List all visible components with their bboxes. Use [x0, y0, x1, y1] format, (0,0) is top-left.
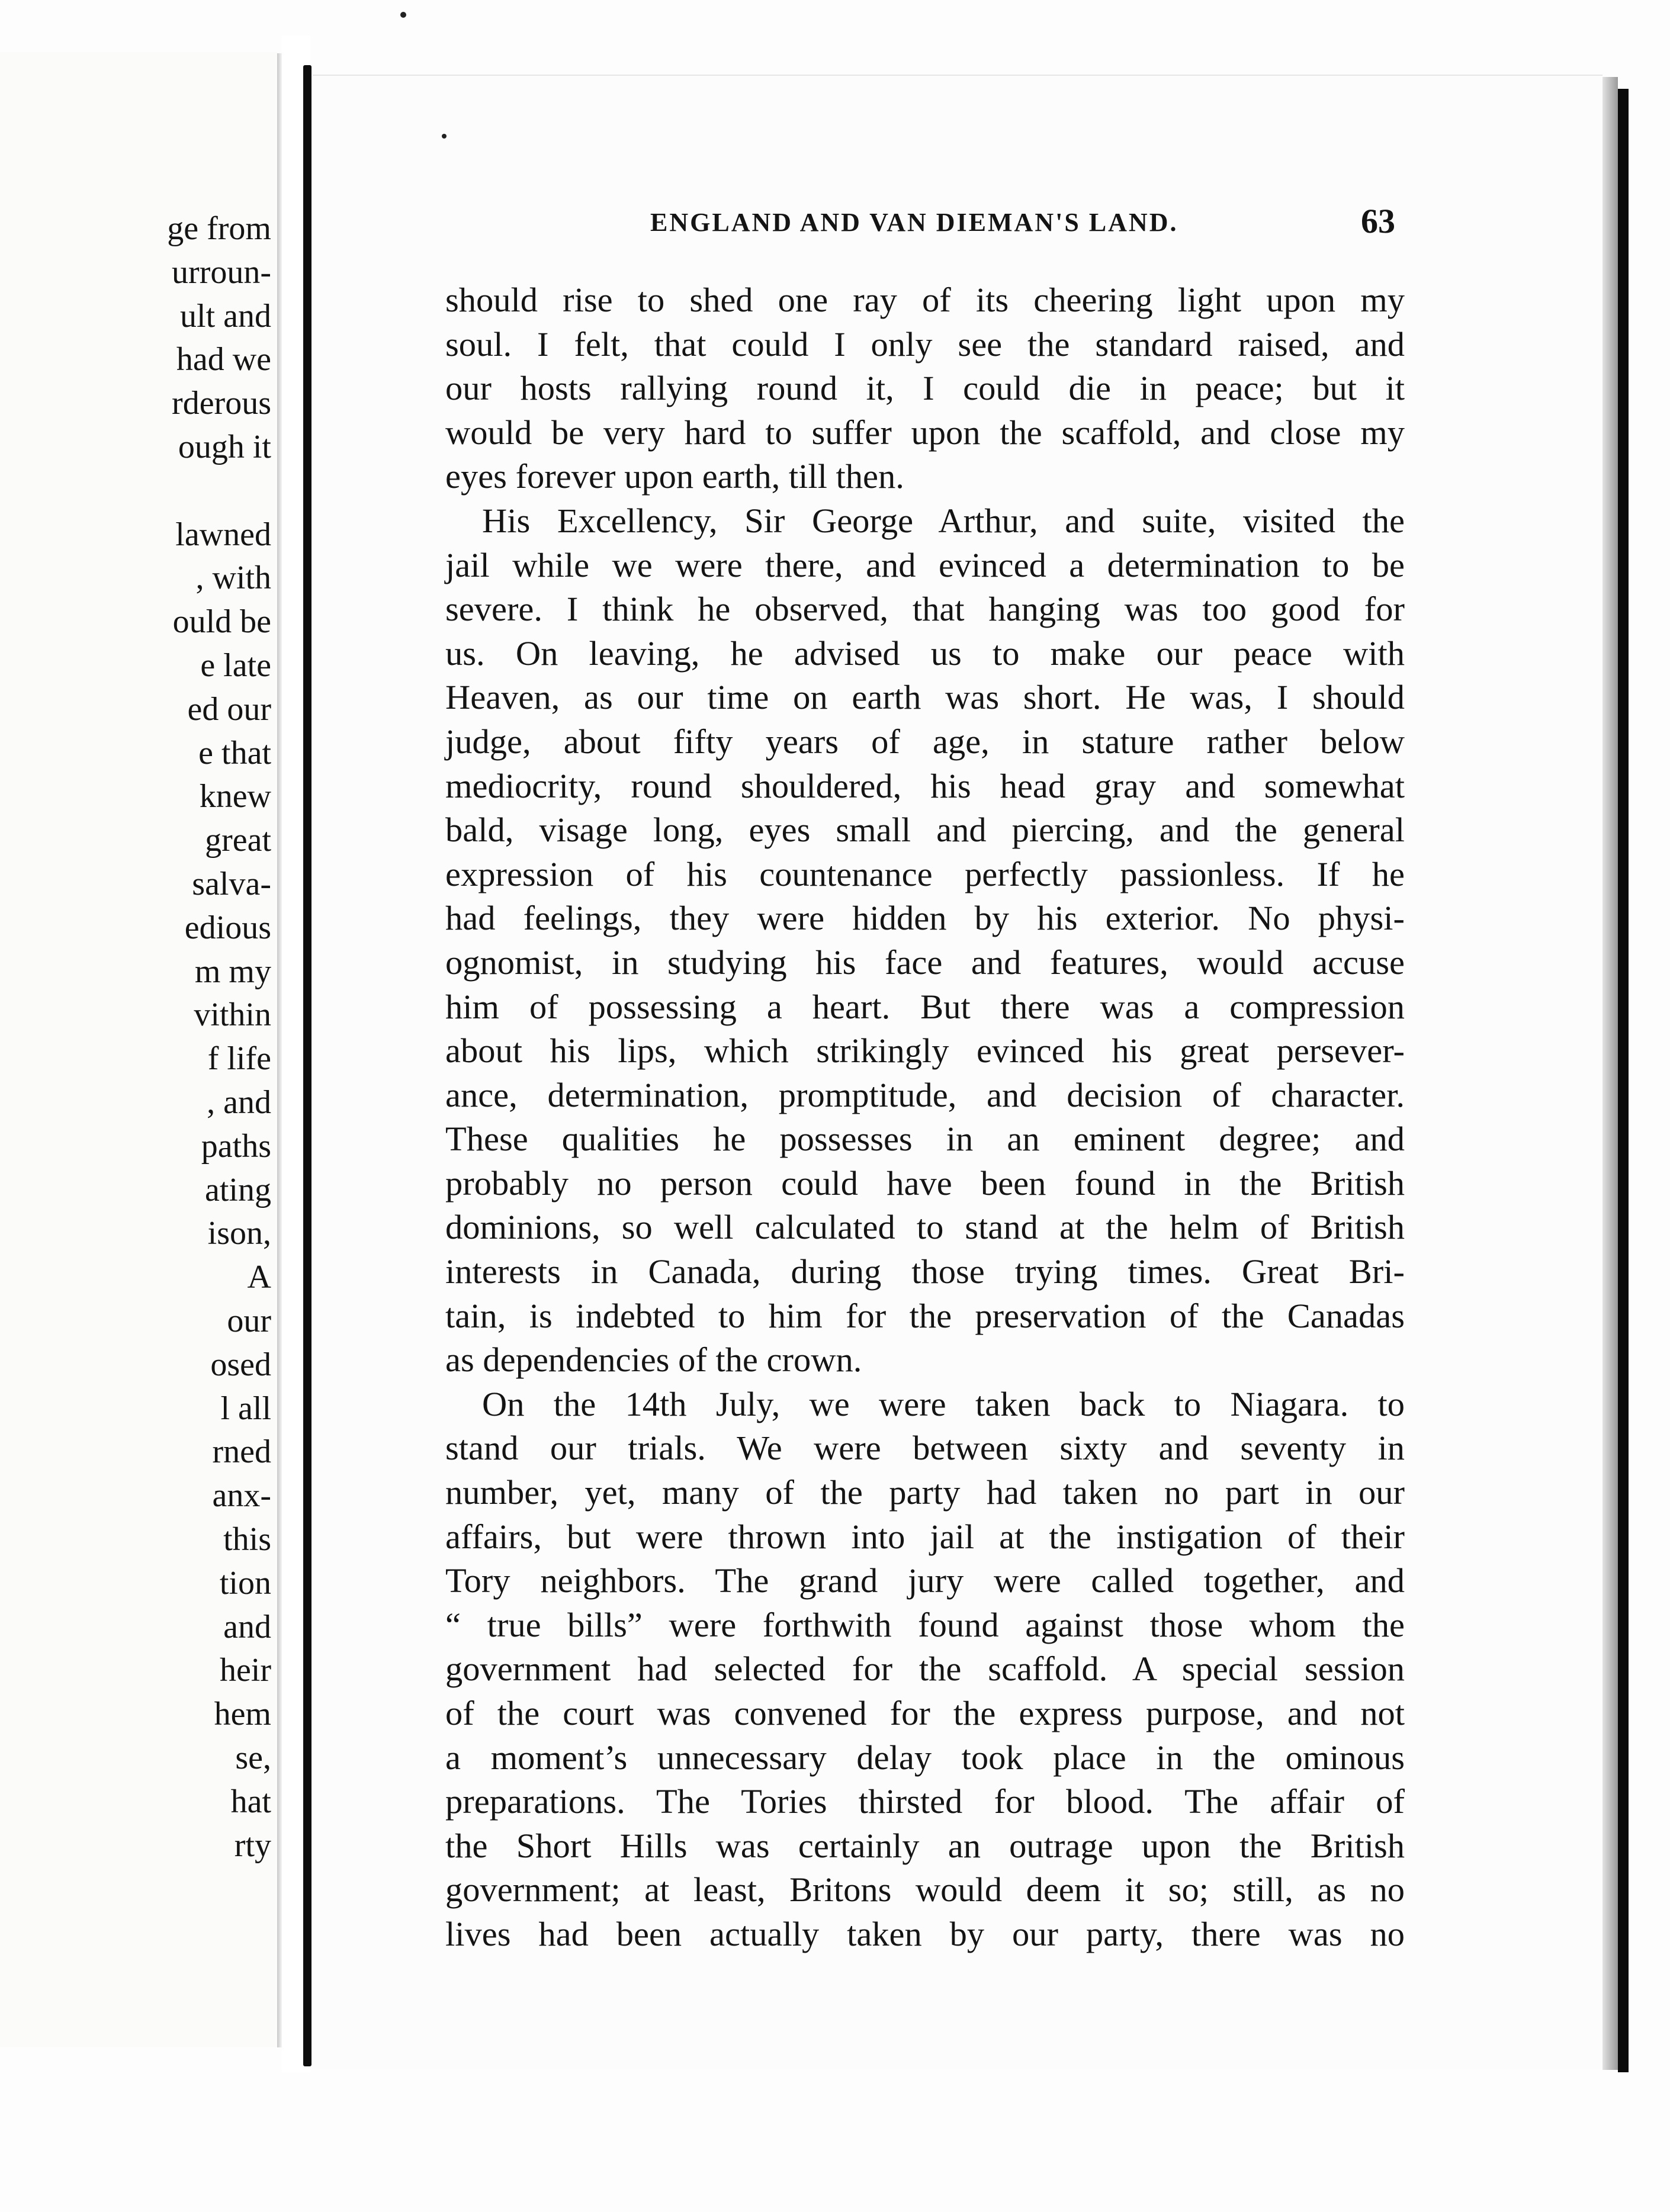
body-line: bald, visage long, eyes small and piercing, and the general [445, 811, 1405, 850]
previous-page-line: hem [214, 1696, 271, 1733]
body-line: On the 14th July, we were taken back to Niagara. to [482, 1384, 1405, 1423]
previous-page-line: our [227, 1303, 271, 1339]
body-line: a moment’s unnecessary delay took place in the ominous [445, 1738, 1405, 1777]
body-line: the Short Hills was certainly an outrage upon the British [445, 1826, 1405, 1865]
previous-page-line: e late [200, 647, 271, 684]
body-line: These qualities he possesses in an eminent degree; and [445, 1120, 1405, 1159]
previous-page-line: se, [235, 1740, 271, 1776]
body-line: eyes forever upon earth, till then. [445, 457, 904, 496]
body-line: stand our trials. We were between sixty and seventy in [445, 1429, 1405, 1468]
previous-page-line: ison, [207, 1215, 271, 1252]
previous-page-line: hat [230, 1783, 271, 1820]
body-text [445, 278, 1405, 1957]
previous-page-line: , and [207, 1084, 271, 1121]
body-line: probably no person could have been found in the British [445, 1163, 1405, 1203]
previous-page-line: paths [201, 1127, 271, 1165]
previous-page-line: vithin [194, 996, 271, 1034]
body-line: had feelings, they were hidden by his exterior. No physi- [445, 899, 1405, 938]
previous-page-line: l all [220, 1390, 271, 1427]
body-line: His Excellency, Sir George Arthur, and suite, visited the [482, 501, 1405, 540]
body-line: dominions, so well calculated to stand at the helm of British [445, 1208, 1405, 1247]
previous-page-text [0, 0, 277, 1995]
body-line: preparations. The Tories thirsted for blood. The affair of [445, 1782, 1405, 1821]
running-head: ENGLAND AND VAN DIEMAN'S LAND. [650, 208, 1178, 237]
previous-page-line: rderous [172, 385, 271, 422]
left-page-edge [277, 53, 282, 2047]
previous-page-line: f life [207, 1040, 271, 1078]
body-line: Heaven, as our time on earth was short. He was, I should [445, 678, 1405, 717]
body-line: number, yet, many of the party had taken no part in our [445, 1473, 1405, 1512]
body-line: of the court was convened for the express purpose, and not [445, 1694, 1405, 1732]
body-line: expression of his countenance perfectly passionless. If he [445, 854, 1405, 893]
previous-page-line: rty [234, 1827, 271, 1864]
previous-page-line: rned [212, 1433, 271, 1471]
previous-page-line: osed [210, 1346, 271, 1383]
previous-page-line: e that [198, 734, 271, 771]
previous-page-line: ed our [187, 690, 271, 728]
previous-page-line: salva- [192, 866, 271, 902]
previous-page-line: ough it [178, 429, 271, 465]
previous-page-line: and [223, 1608, 271, 1645]
previous-page-line: m my [194, 953, 271, 990]
previous-page-line: this [223, 1521, 271, 1558]
right-page-edge [1602, 77, 1618, 2070]
body-line: him of possessing a heart. But there was a compression [445, 987, 1405, 1026]
body-line: should rise to shed one ray of its cheering light upon my [445, 281, 1405, 319]
previous-page-line: ould be [172, 603, 271, 641]
previous-page-fragment [0, 52, 277, 2047]
body-line: Tory neighbors. The grand jury were called together, and [445, 1561, 1405, 1600]
previous-page-line: great [205, 822, 271, 859]
body-line: severe. I think he observed, that hanging was too good for [445, 590, 1405, 629]
body-line: ognomist, in studying his face and features, would accuse [445, 943, 1405, 982]
body-line: mediocrity, round shouldered, his head gray and somewhat [445, 766, 1405, 805]
previous-page-line: had we [176, 341, 271, 378]
previous-page-line: heir [219, 1652, 271, 1689]
previous-page-line: lawned [175, 516, 271, 553]
right-scan-border [1618, 89, 1629, 2072]
body-line: lives had been actually taken by our party, there was no [445, 1914, 1405, 1953]
previous-page-line: tion [219, 1564, 271, 1602]
body-line: affairs, but were thrown into jail at the instigation of their [445, 1517, 1405, 1556]
body-line: judge, about fifty years of age, in stature rather below [445, 722, 1405, 761]
previous-page-line: , with [195, 560, 271, 597]
body-line: government; at least, Britons would deem it so; still, as no [445, 1870, 1405, 1909]
body-line: “ true bills” were forthwith found against those whom the [445, 1605, 1405, 1644]
gutter-shadow-line [303, 65, 311, 2066]
body-line: about his lips, which strikingly evinced his great persever- [445, 1031, 1405, 1070]
previous-page-line: anx- [212, 1477, 271, 1515]
body-line: government had selected for the scaffold. A special session [445, 1650, 1405, 1689]
body-line: ance, determination, promptitude, and decision of character. [445, 1075, 1405, 1114]
body-line: our hosts rallying round it, I could die in peace; but it [445, 369, 1405, 408]
previous-page-line: ge from [167, 210, 271, 247]
body-line: us. On leaving, he advised us to make our peace with [445, 634, 1405, 673]
speck-mark [400, 12, 406, 18]
previous-page-line: urroun- [172, 253, 271, 291]
body-line: tain, is indebted to him for the preservation of the Canadas [445, 1296, 1405, 1335]
speck-mark [442, 134, 447, 139]
page-number: 63 [1361, 202, 1395, 240]
body-line: as dependencies of the crown. [445, 1340, 862, 1380]
body-line: jail while we were there, and evinced a determination to be [445, 545, 1405, 584]
body-line: would be very hard to suffer upon the scaffold, and close my [445, 413, 1405, 452]
body-line: interests in Canada, during those trying times. Great Bri- [445, 1252, 1405, 1291]
previous-page-line: A [247, 1259, 271, 1296]
previous-page-line: edious [184, 909, 271, 946]
body-line: soul. I felt, that could I only see the standard raised, and [445, 324, 1405, 364]
previous-page-line: ult and [180, 297, 271, 335]
previous-page-line: knew [199, 778, 271, 815]
previous-page-line: ating [205, 1171, 271, 1208]
